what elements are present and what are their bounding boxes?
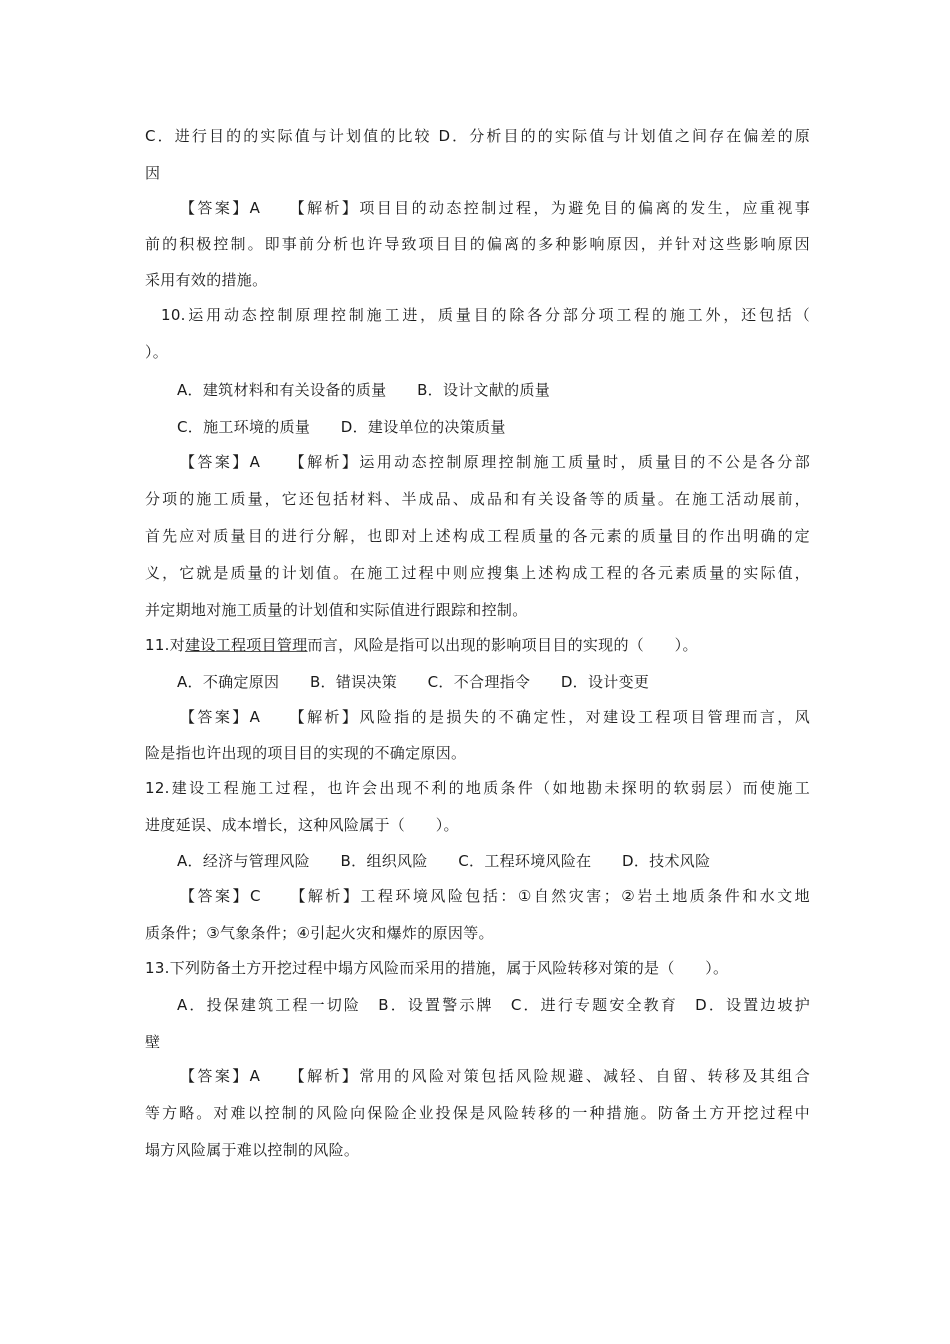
q10-question-line1: 10.运用动态控制原理控制施工进，质量目的除各分部分项工程的施工外，还包括（	[161, 306, 810, 324]
q10-answer-line2: 分项的施工质量，它还包括材料、半成品、成品和有关设备等的质量。在施工活动展前，	[145, 490, 810, 508]
q10-options-ab: A．建筑材料和有关设备的质量 B．设计文献的质量	[177, 381, 551, 399]
q11-question	[145, 635, 810, 655]
q9-answer-line3: 采用有效的措施。	[145, 271, 268, 289]
q12-answer-line1: 【答案】C 【解析】工程环境风险包括：①自然灾害；②岩土地质条件和水文地	[180, 887, 810, 905]
q13-question-line1: 13.下列防备土方开挖过程中塌方风险而采用的措施，属于风险转移对策的是（ ）。	[145, 959, 729, 977]
q11-question-link[interactable]: 建设工程项目管理	[185, 636, 308, 654]
q9-answer-line2: 前的积极控制。即事前分析也许导致项目目的偏离的多种影响原因，并针对这些影响原因	[145, 235, 810, 253]
q11-question-suffix: 而言，风险是指可以出现的影响项目目的实现的（ ）。	[307, 636, 698, 654]
q10-answer-line1: 【答案】A 【解析】运用动态控制原理控制施工质量时，质量目的不公是各分部	[180, 453, 810, 471]
q13-answer-line1: 【答案】A 【解析】常用的风险对策包括风险规避、减轻、自留、转移及其组合	[180, 1067, 810, 1085]
q13-options-line1: A．投保建筑工程一切险 B．设置警示牌 C．进行专题安全教育 D．设置边坡护	[177, 996, 810, 1014]
q11-question-prefix: 11.对	[145, 636, 186, 654]
q11-answer-line2: 险是指也许出现的项目目的实现的不确定原因。	[145, 744, 467, 762]
q10-answer-line4: 义，它就是质量的计划值。在施工过程中则应搜集上述构成工程的各元素质量的实际值，	[145, 564, 810, 582]
q9-option-cd-line1: C．进行目的的实际值与计划值的比较 D．分析目的的实际值与计划值之间存在偏差的原	[145, 127, 810, 145]
q12-options: A．经济与管理风险 B．组织风险 C．工程环境风险在 D．技术风险	[177, 852, 711, 870]
q11-options: A．不确定原因 B．错误决策 C．不合理指令 D．设计变更	[177, 673, 650, 691]
q10-question-line2: ）。	[145, 343, 169, 361]
q9-answer-line1: 【答案】A 【解析】项目目的动态控制过程，为避免目的偏离的发生，应重视事	[180, 199, 810, 217]
q13-answer-line3: 塌方风险属于难以控制的风险。	[145, 1141, 360, 1159]
q9-option-cd-line2: 因	[145, 164, 161, 182]
q12-answer-line2: 质条件；③气象条件；④引起火灾和爆炸的原因等。	[145, 924, 494, 942]
q13-options-line2: 壁	[145, 1033, 161, 1051]
q12-question-line2: 进度延误、成本增长，这种风险属于（ ）。	[145, 816, 459, 834]
q10-options-cd: C．施工环境的质量 D．建设单位的决策质量	[177, 418, 506, 436]
q10-answer-line5: 并定期地对施工质量的计划值和实际值进行跟踪和控制。	[145, 601, 528, 619]
q11-answer-line1: 【答案】A 【解析】风险指的是损失的不确定性，对建设工程项目管理而言，风	[180, 708, 810, 726]
q10-answer-line3: 首先应对质量目的进行分解，也即对上述构成工程质量的各元素的质量目的作出明确的定	[145, 527, 810, 545]
q13-answer-line2: 等方略。对难以控制的风险向保险企业投保是风险转移的一种措施。防备土方开挖过程中	[145, 1104, 810, 1122]
q12-question-line1: 12.建设工程施工过程，也许会出现不利的地质条件（如地勘未探明的软弱层）而使施工	[145, 779, 810, 797]
